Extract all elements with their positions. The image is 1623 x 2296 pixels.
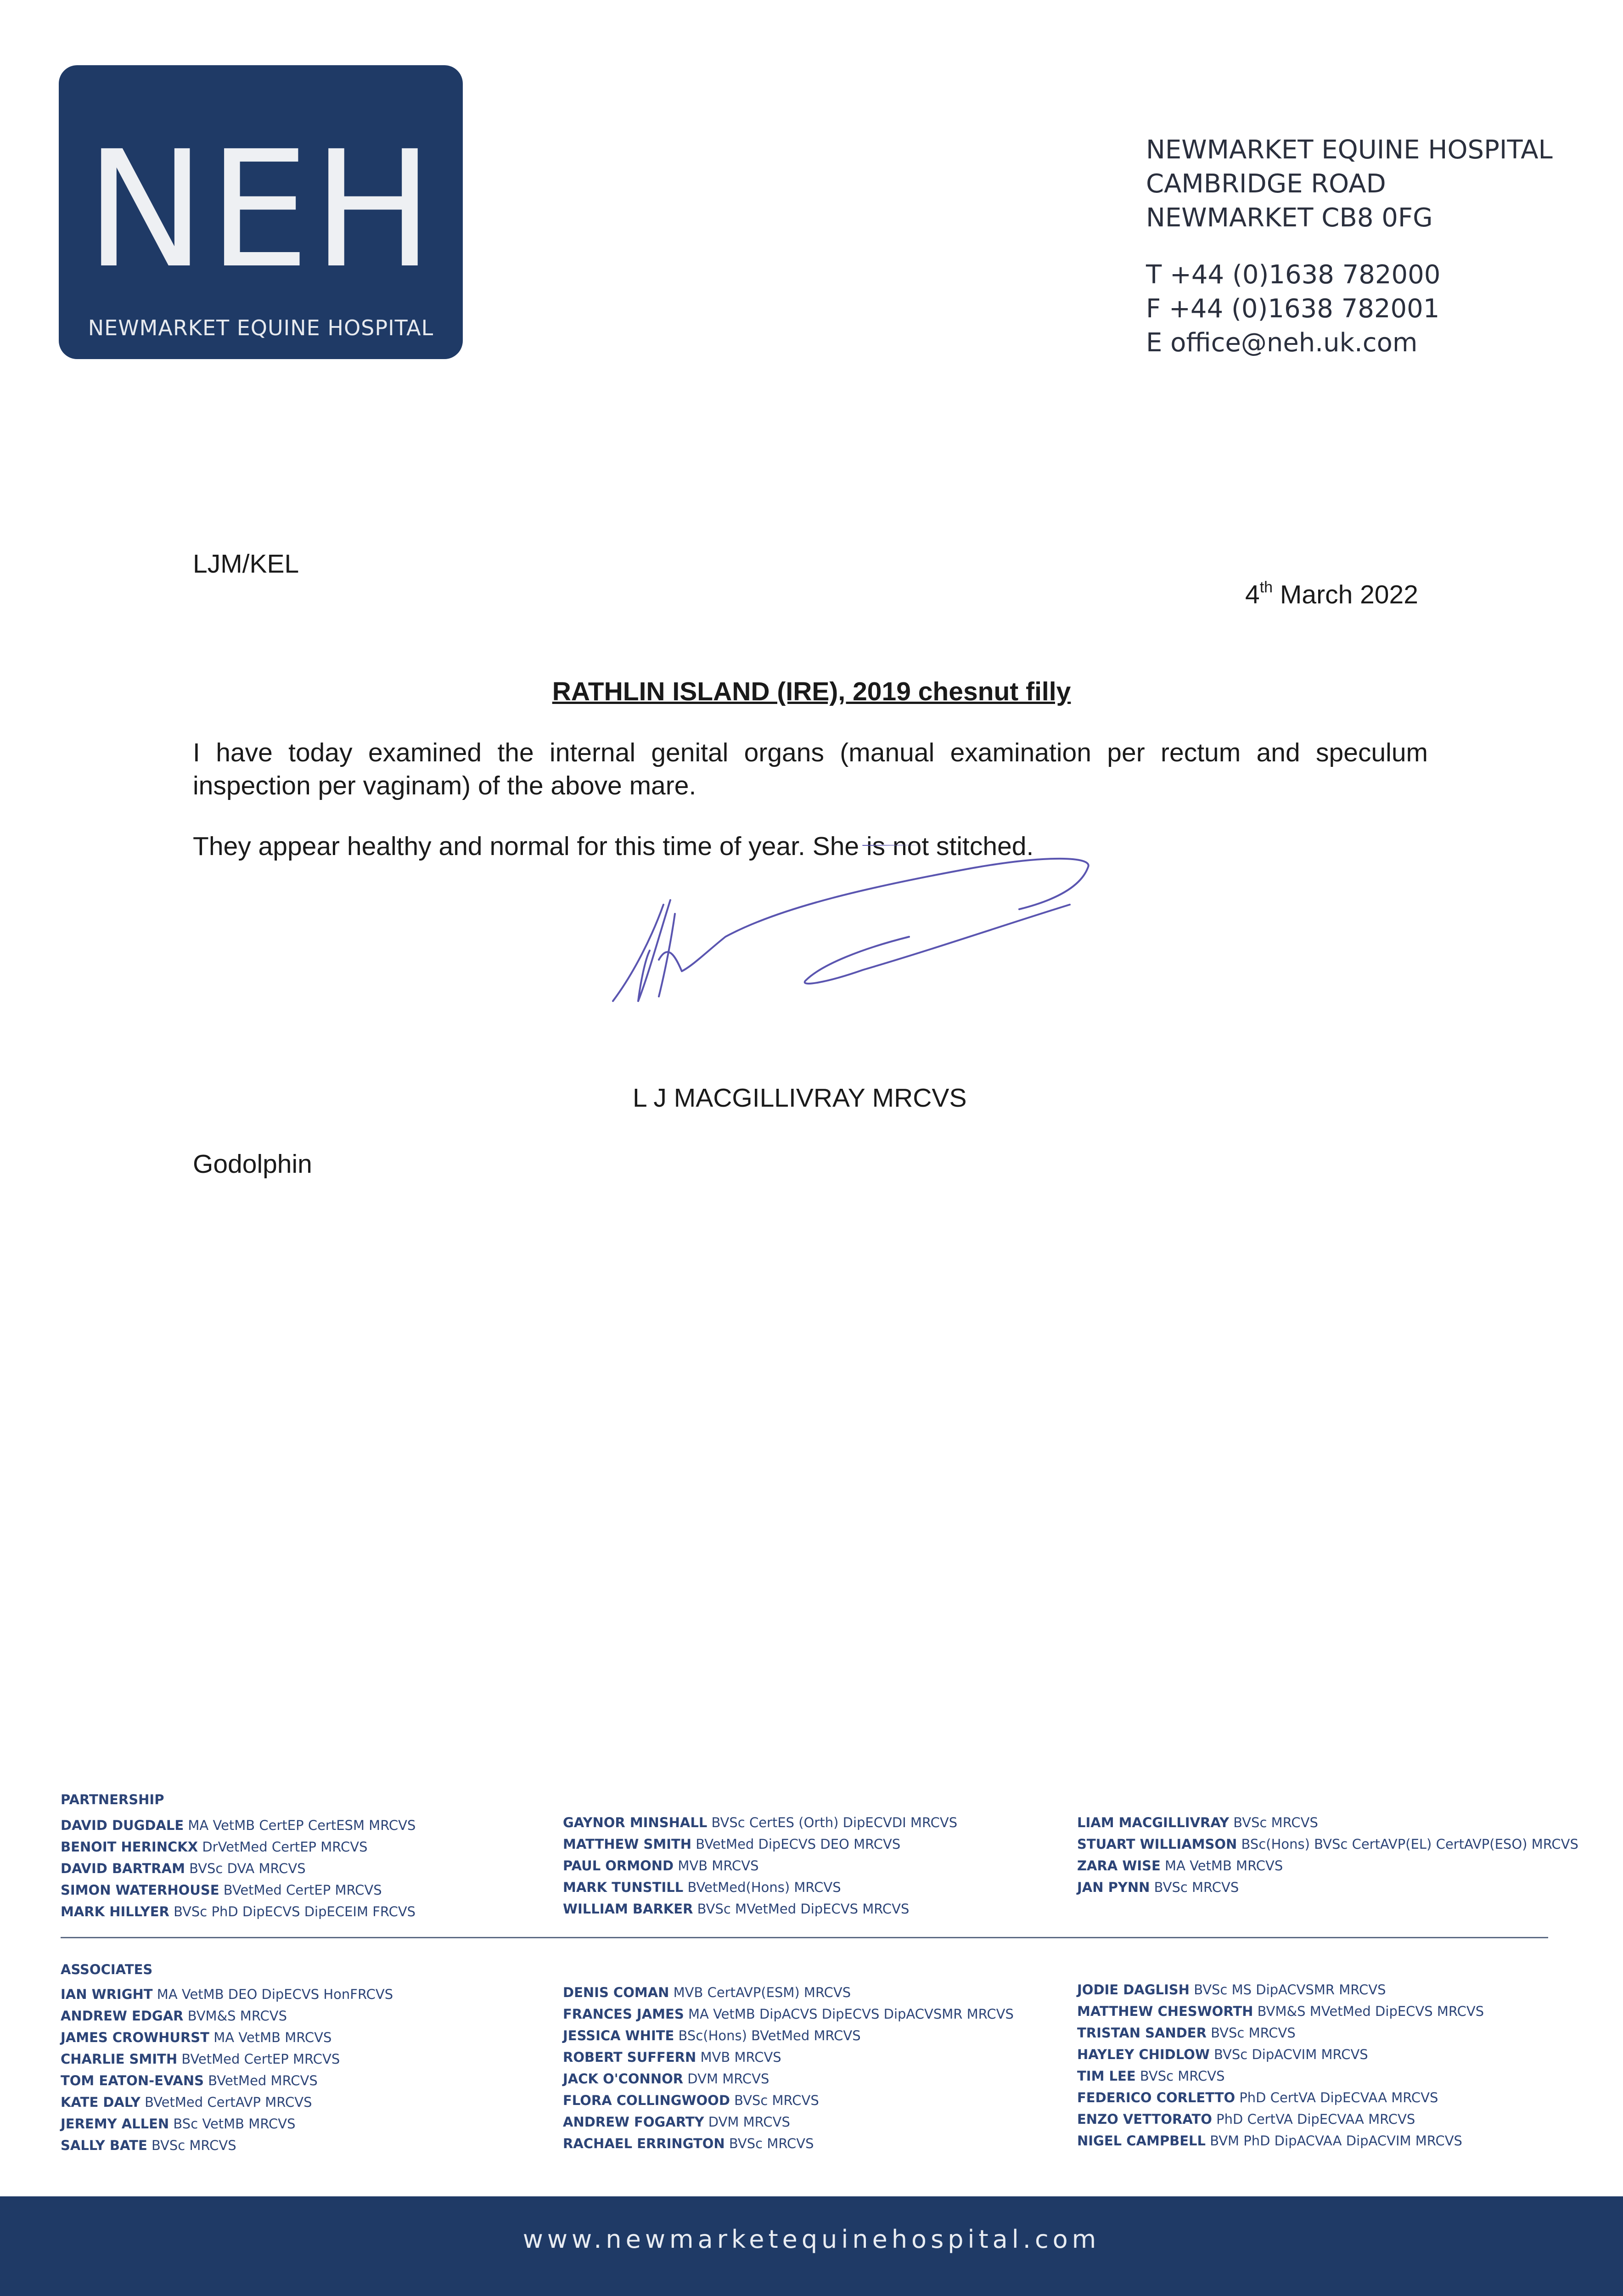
associates-column xyxy=(1077,1979,1484,2152)
staff-name: MATTHEW SMITH xyxy=(563,1836,692,1852)
letter-reference: LJM/KEL xyxy=(193,549,299,579)
hospital-logo xyxy=(59,65,463,359)
staff-member xyxy=(563,2025,1014,2047)
staff-qualifications: BVSc DVA MRCVS xyxy=(189,1861,306,1876)
letter-recipient: Godolphin xyxy=(193,1149,312,1179)
staff-member xyxy=(61,1984,393,2005)
staff-qualifications: BVetMed DipECVS DEO MRCVS xyxy=(696,1836,901,1852)
staff-qualifications: MVB CertAVP(ESM) MRCVS xyxy=(673,1985,851,2000)
staff-name: GAYNOR MINSHALL xyxy=(563,1815,708,1830)
fax-number: F +44 (0)1638 782001 xyxy=(1146,294,1440,324)
website-url: www.newmarketequinehospital.com xyxy=(522,2225,1101,2254)
staff-member xyxy=(1077,2087,1484,2109)
staff-name: FLORA COLLINGWOOD xyxy=(563,2093,730,2108)
staff-member xyxy=(563,1877,957,1898)
staff-member xyxy=(563,2111,1014,2133)
letter-paragraph: I have today examined the internal genital organs (manual examination per rectum and speculum inspection per vaginam) of the above mare. xyxy=(193,738,1428,800)
staff-qualifications: DVM MRCVS xyxy=(687,2071,769,2087)
staff-name: JEREMY ALLEN xyxy=(61,2116,169,2132)
staff-name: DENIS COMAN xyxy=(563,1985,669,2000)
staff-member xyxy=(563,1812,957,1834)
staff-member xyxy=(1077,1834,1578,1855)
staff-qualifications: PhD CertVA DipECVAA MRCVS xyxy=(1216,2111,1415,2127)
associates-heading: ASSOCIATES xyxy=(61,1962,153,1977)
staff-qualifications: BVetMed(Hons) MRCVS xyxy=(687,1880,841,1895)
staff-member xyxy=(563,1834,957,1855)
staff-member xyxy=(1077,2130,1484,2152)
staff-name: HAYLEY CHIDLOW xyxy=(1077,2047,1210,2062)
staff-qualifications: PhD CertVA DipECVAA MRCVS xyxy=(1239,2090,1438,2105)
staff-name: ANDREW FOGARTY xyxy=(563,2114,704,2130)
staff-name: NIGEL CAMPBELL xyxy=(1077,2133,1206,2149)
staff-member xyxy=(1077,2022,1484,2044)
staff-qualifications: BSc(Hons) BVSc CertAVP(EL) CertAVP(ESO) MRCVS xyxy=(1241,1836,1578,1852)
handwritten-signature xyxy=(606,845,1203,1061)
footer-divider xyxy=(61,1937,1548,1938)
staff-member xyxy=(563,2003,1014,2025)
staff-member xyxy=(61,2048,393,2070)
staff-name: IAN WRIGHT xyxy=(61,1986,153,2002)
staff-member xyxy=(1077,1877,1578,1898)
staff-name: RACHAEL ERRINGTON xyxy=(563,2136,725,2151)
staff-member xyxy=(61,2027,393,2048)
staff-member xyxy=(61,2005,393,2027)
address-line: NEWMARKET EQUINE HOSPITAL xyxy=(1146,135,1553,165)
staff-member xyxy=(61,1901,416,1923)
staff-member xyxy=(563,1898,957,1920)
staff-name: DAVID DUGDALE xyxy=(61,1818,184,1833)
staff-qualifications: BVSc DipACVIM MRCVS xyxy=(1214,2047,1368,2062)
staff-qualifications: BVetMed CertAVP MRCVS xyxy=(145,2094,312,2110)
staff-member xyxy=(61,2070,393,2092)
staff-member xyxy=(1077,2109,1484,2130)
staff-member xyxy=(61,1880,416,1901)
partners-column xyxy=(563,1812,957,1920)
staff-name: KATE DALY xyxy=(61,2094,140,2110)
staff-name: FRANCES JAMES xyxy=(563,2006,684,2022)
staff-name: TIM LEE xyxy=(1077,2068,1136,2084)
staff-name: MATTHEW CHESWORTH xyxy=(1077,2003,1253,2019)
staff-member xyxy=(61,1858,416,1880)
associates-column xyxy=(563,1982,1014,2155)
staff-name: JODIE DAGLISH xyxy=(1077,1982,1190,1998)
letter-paragraph: They appear healthy and normal for this time of year. She is not stitched. xyxy=(193,832,1034,861)
staff-name: JAMES CROWHURST xyxy=(61,2030,209,2045)
staff-qualifications: BVSc MRCVS xyxy=(1140,2068,1225,2084)
staff-qualifications: BVSc MS DipACVSMR MRCVS xyxy=(1194,1982,1386,1998)
staff-member xyxy=(1077,2044,1484,2065)
staff-qualifications: MA VetMB DipACVS DipECVS DipACVSMR MRCVS xyxy=(688,2006,1014,2022)
staff-member xyxy=(61,2092,393,2113)
staff-member xyxy=(563,2133,1014,2155)
associates-column xyxy=(61,1984,393,2156)
staff-qualifications: BVM&S MRCVS xyxy=(187,2008,287,2024)
staff-qualifications: BVM&S MVetMed DipECVS MRCVS xyxy=(1257,2003,1484,2019)
staff-name: ROBERT SUFFERN xyxy=(563,2049,696,2065)
email-address: E office@neh.uk.com xyxy=(1146,328,1418,358)
staff-qualifications: BSc VetMB MRCVS xyxy=(173,2116,296,2132)
staff-name: PAUL ORMOND xyxy=(563,1858,674,1874)
staff-qualifications: BVetMed CertEP MRCVS xyxy=(181,2051,340,2067)
footer-band xyxy=(0,2196,1623,2296)
staff-qualifications: DVM MRCVS xyxy=(708,2114,790,2130)
staff-qualifications: BVetMed CertEP MRCVS xyxy=(223,1882,382,1898)
staff-qualifications: BVSc PhD DipECVS DipECEIM FRCVS xyxy=(174,1904,416,1919)
staff-qualifications: BVetMed MRCVS xyxy=(208,2073,318,2088)
staff-member xyxy=(1077,2001,1484,2022)
staff-qualifications: DrVetMed CertEP MRCVS xyxy=(202,1839,368,1855)
logo-mark: NEH xyxy=(85,116,437,304)
staff-qualifications: BSc(Hons) BVetMed MRCVS xyxy=(678,2028,861,2043)
staff-name: ZARA WISE xyxy=(1077,1858,1161,1874)
staff-name: TRISTAN SANDER xyxy=(1077,2025,1207,2041)
staff-qualifications: BVSc MRCVS xyxy=(734,2093,819,2108)
staff-name: ENZO VETTORATO xyxy=(1077,2111,1212,2127)
letterhead-address xyxy=(1146,133,1553,360)
letter-date: 4th March 2022 xyxy=(1245,579,1418,609)
staff-member xyxy=(1077,1855,1578,1877)
staff-member xyxy=(563,1855,957,1877)
staff-name: WILLIAM BARKER xyxy=(563,1901,693,1917)
staff-member xyxy=(563,2090,1014,2111)
staff-qualifications: MA VetMB CertEP CertESM MRCVS xyxy=(188,1818,416,1833)
staff-member xyxy=(61,2135,393,2156)
partners-column xyxy=(61,1815,416,1923)
staff-name: SIMON WATERHOUSE xyxy=(61,1882,219,1898)
staff-name: MARK TUNSTILL xyxy=(563,1880,684,1895)
staff-name: JACK O'CONNOR xyxy=(563,2071,684,2087)
staff-name: DAVID BARTRAM xyxy=(61,1861,185,1876)
staff-qualifications: BVSc MRCVS xyxy=(1154,1880,1239,1895)
staff-qualifications: BVSc MVetMed DipECVS MRCVS xyxy=(697,1901,910,1917)
staff-qualifications: MA VetMB MRCVS xyxy=(213,2030,332,2045)
staff-name: STUART WILLIAMSON xyxy=(1077,1836,1237,1852)
staff-member xyxy=(61,1815,416,1836)
staff-member xyxy=(563,2068,1014,2090)
staff-name: LIAM MACGILLIVRAY xyxy=(1077,1815,1230,1830)
staff-qualifications: MA VetMB DEO DipECVS HonFRCVS xyxy=(157,1986,393,2002)
staff-member xyxy=(563,1982,1014,2003)
staff-member xyxy=(1077,2065,1484,2087)
staff-name: FEDERICO CORLETTO xyxy=(1077,2090,1236,2105)
signer-name: L J MACGILLIVRAY MRCVS xyxy=(633,1083,967,1113)
staff-qualifications: BVSc MRCVS xyxy=(1211,2025,1296,2041)
staff-name: ANDREW EDGAR xyxy=(61,2008,184,2024)
staff-qualifications: BVM PhD DipACVAA DipACVIM MRCVS xyxy=(1210,2133,1462,2149)
staff-name: SALLY BATE xyxy=(61,2138,147,2153)
staff-name: BENOIT HERINCKX xyxy=(61,1839,198,1855)
staff-qualifications: BVSc MRCVS xyxy=(151,2138,236,2153)
staff-member xyxy=(1077,1979,1484,2001)
letter-subject: RATHLIN ISLAND (IRE), 2019 chesnut filly xyxy=(552,677,1071,706)
staff-member xyxy=(563,2047,1014,2068)
staff-qualifications: BVSc MRCVS xyxy=(1233,1815,1318,1830)
staff-name: JESSICA WHITE xyxy=(563,2028,674,2043)
staff-member xyxy=(61,2113,393,2135)
staff-name: MARK HILLYER xyxy=(61,1904,169,1919)
staff-name: CHARLIE SMITH xyxy=(61,2051,178,2067)
staff-qualifications: BVSc MRCVS xyxy=(729,2136,814,2151)
staff-name: JAN PYNN xyxy=(1077,1880,1150,1895)
address-line: NEWMARKET CB8 0FG xyxy=(1146,203,1433,233)
address-line: CAMBRIDGE ROAD xyxy=(1146,169,1386,199)
phone-number: T +44 (0)1638 782000 xyxy=(1146,260,1441,290)
staff-qualifications: BVSc CertES (Orth) DipECVDI MRCVS xyxy=(711,1815,958,1830)
partners-column xyxy=(1077,1812,1578,1898)
logo-subtitle: NEWMARKET EQUINE HOSPITAL xyxy=(88,315,434,340)
staff-member xyxy=(1077,1812,1578,1834)
staff-name: TOM EATON-EVANS xyxy=(61,2073,204,2088)
staff-member xyxy=(61,1836,416,1858)
partnership-heading: PARTNERSHIP xyxy=(61,1792,164,1807)
staff-qualifications: MVB MRCVS xyxy=(678,1858,759,1874)
staff-qualifications: MA VetMB MRCVS xyxy=(1165,1858,1283,1874)
staff-qualifications: MVB MRCVS xyxy=(700,2049,781,2065)
